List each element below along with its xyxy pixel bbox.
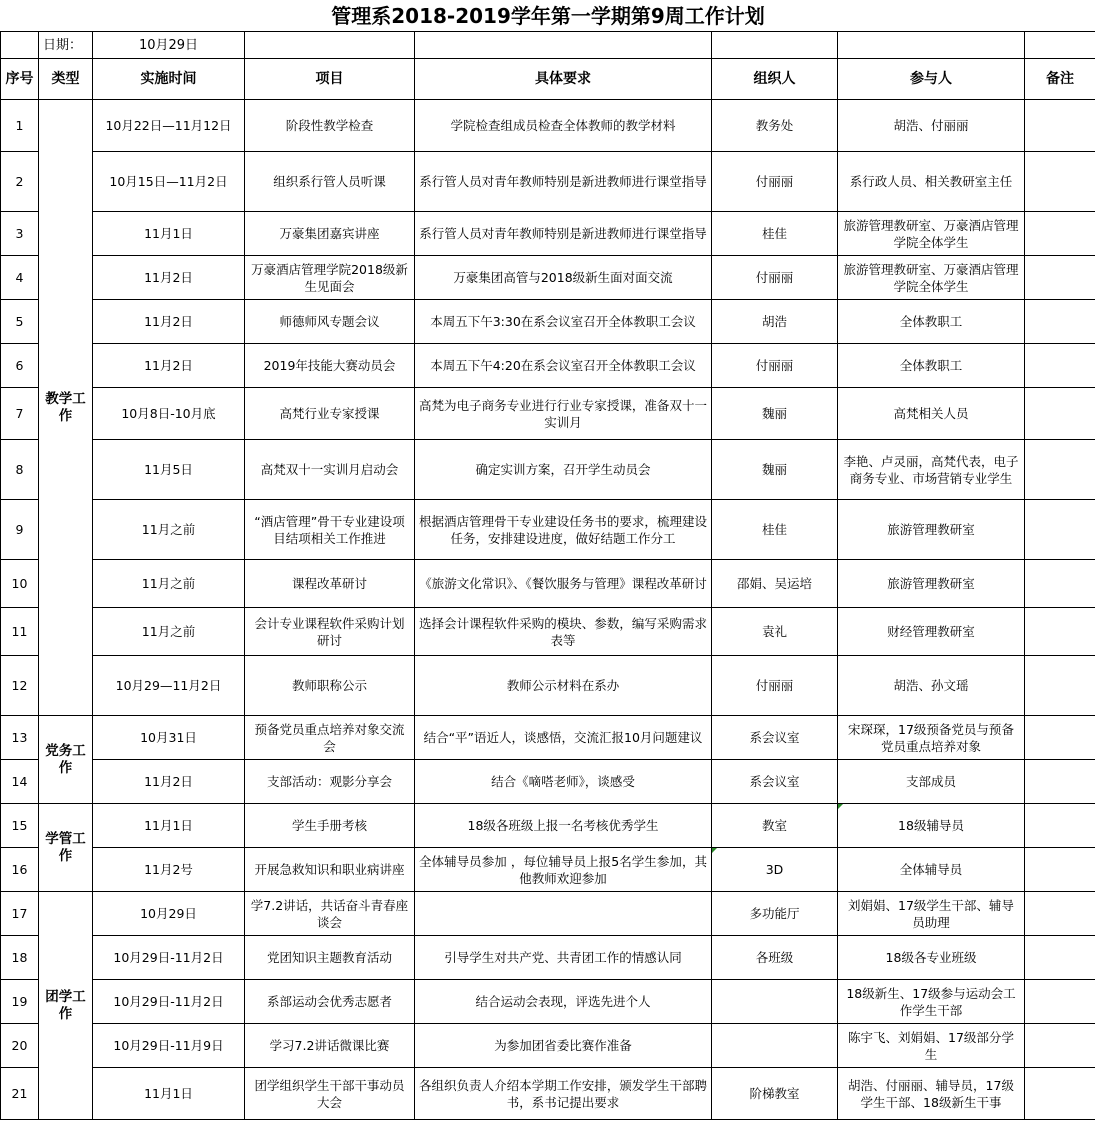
cell-index[interactable]: 11 <box>1 608 39 656</box>
cell-participants[interactable]: 全体辅导员 <box>838 848 1025 892</box>
cell-remarks[interactable] <box>1025 1024 1095 1068</box>
cell-item[interactable]: 会计专业课程软件采购计划研讨 <box>245 608 415 656</box>
cell-requirement[interactable]: 为参加团省委比赛作准备 <box>415 1024 712 1068</box>
cell-remarks[interactable] <box>1025 256 1095 300</box>
cell-remarks[interactable] <box>1025 656 1095 716</box>
cell-organizer[interactable]: 桂佳 <box>712 212 838 256</box>
cell-participants[interactable]: 18级新生、17级参与运动会工作学生干部 <box>838 980 1025 1024</box>
cell-index[interactable]: 16 <box>1 848 39 892</box>
cell-participants[interactable]: 宋琛琛，17级预备党员与预备党员重点培养对象 <box>838 716 1025 760</box>
cell-remarks[interactable] <box>1025 500 1095 560</box>
table-row <box>1 100 1095 152</box>
cell-requirement[interactable] <box>415 892 712 936</box>
cell-index[interactable]: 3 <box>1 212 39 256</box>
cell-remarks[interactable] <box>1025 212 1095 256</box>
cell-time[interactable]: 11月1日 <box>93 804 245 848</box>
cell-requirement[interactable]: 系行管人员对青年教师特别是新进教师进行课堂指导 <box>415 152 712 212</box>
cell-time[interactable]: 10月15日—11月2日 <box>93 152 245 212</box>
cell-participants[interactable]: 全体教职工 <box>838 300 1025 344</box>
table-row <box>1 152 1095 212</box>
header-participants: 参与人 <box>838 59 1025 100</box>
cell-time[interactable]: 11月2日 <box>93 344 245 388</box>
cell-remarks[interactable] <box>1025 100 1095 152</box>
cell-time[interactable]: 11月之前 <box>93 560 245 608</box>
cell-time[interactable]: 11月1日 <box>93 212 245 256</box>
cell-item[interactable]: 支部活动：观影分享会 <box>245 760 415 804</box>
cell-remarks[interactable] <box>1025 716 1095 760</box>
cell-item[interactable]: 学生手册考核 <box>245 804 415 848</box>
cell-requirement[interactable]: 《旅游文化常识》、《餐饮服务与管理》课程改革研讨 <box>415 560 712 608</box>
cell-requirement[interactable]: 系行管人员对青年教师特别是新进教师进行课堂指导 <box>415 212 712 256</box>
cell-requirement[interactable]: 教师公示材料在系办 <box>415 656 712 716</box>
cell-remarks[interactable] <box>1025 300 1095 344</box>
cell-participants[interactable]: 胡浩、付丽丽 <box>838 100 1025 152</box>
cell-item[interactable]: 课程改革研讨 <box>245 560 415 608</box>
cell-participants[interactable]: 胡浩、付丽丽、辅导员，17级学生干部、18级新生干事 <box>838 1068 1025 1120</box>
cell-participants[interactable]: 高梵相关人员 <box>838 388 1025 440</box>
cell-organizer[interactable]: 阶梯教室 <box>712 1068 838 1120</box>
table-row <box>1 500 1095 560</box>
empty-cell[interactable] <box>1025 32 1095 59</box>
cell-organizer[interactable]: 系会议室 <box>712 716 838 760</box>
cell-requirement[interactable]: 本周五下午3:30在系会议室召开全体教职工会议 <box>415 300 712 344</box>
cell-organizer[interactable] <box>712 1024 838 1068</box>
cell-item[interactable]: 2019年技能大赛动员会 <box>245 344 415 388</box>
cell-remarks[interactable] <box>1025 344 1095 388</box>
cell-organizer[interactable] <box>712 980 838 1024</box>
header-organizer: 组织人 <box>712 59 838 100</box>
cell-index[interactable]: 15 <box>1 804 39 848</box>
date-value[interactable]: 10月29日 <box>93 32 245 59</box>
cell-item[interactable]: 万豪集团嘉宾讲座 <box>245 212 415 256</box>
table-row <box>1 256 1095 300</box>
table-row <box>1 892 1095 936</box>
empty-cell[interactable] <box>838 32 1025 59</box>
cell-category[interactable]: 党务工作 <box>39 716 93 804</box>
cell-organizer[interactable]: 胡浩 <box>712 300 838 344</box>
cell-organizer[interactable]: 教务处 <box>712 100 838 152</box>
cell-item[interactable]: 开展急救知识和职业病讲座 <box>245 848 415 892</box>
cell-time[interactable]: 11月之前 <box>93 608 245 656</box>
cell-organizer[interactable]: 多功能厅 <box>712 892 838 936</box>
cell-requirement[interactable]: 引导学生对共产党、共青团工作的情感认同 <box>415 936 712 980</box>
cell-requirement[interactable]: 本周五下午4:20在系会议室召开全体教职工会议 <box>415 344 712 388</box>
table-row <box>1 1068 1095 1120</box>
cell-item[interactable]: 万豪酒店管理学院2018级新生见面会 <box>245 256 415 300</box>
cell-organizer[interactable]: 魏丽 <box>712 388 838 440</box>
table-row <box>1 760 1095 804</box>
cell-time[interactable]: 11月2日 <box>93 256 245 300</box>
cell-index[interactable]: 2 <box>1 152 39 212</box>
cell-organizer[interactable]: 付丽丽 <box>712 256 838 300</box>
cell-time[interactable]: 10月8日-10月底 <box>93 388 245 440</box>
cell-category[interactable]: 学管工作 <box>39 804 93 892</box>
cell-index[interactable]: 8 <box>1 440 39 500</box>
cell-organizer[interactable]: 桂佳 <box>712 500 838 560</box>
cell-requirement[interactable]: 18级各班级上报一名考核优秀学生 <box>415 804 712 848</box>
table-row <box>1 980 1095 1024</box>
cell-item[interactable]: 组织系行管人员听课 <box>245 152 415 212</box>
cell-item[interactable]: 学习7.2讲话微课比赛 <box>245 1024 415 1068</box>
cell-time[interactable]: 10月29日 <box>93 892 245 936</box>
sheet-title: 管理系2018-2019学年第一学期第9周工作计划 <box>1 0 1095 32</box>
cell-participants[interactable]: 支部成员 <box>838 760 1025 804</box>
header-index: 序号 <box>1 59 39 100</box>
cell-category[interactable]: 教学工作 <box>39 100 93 716</box>
cell-item[interactable]: 团学组织学生干部干事动员大会 <box>245 1068 415 1120</box>
cell-time[interactable]: 11月2日 <box>93 300 245 344</box>
cell-requirement[interactable]: 各组织负责人介绍本学期工作安排，颁发学生干部聘书，系书记提出要求 <box>415 1068 712 1120</box>
cell-time[interactable]: 11月2日 <box>93 760 245 804</box>
table-row <box>1 656 1095 716</box>
empty-cell[interactable] <box>712 32 838 59</box>
table-row <box>1 300 1095 344</box>
cell-index[interactable]: 17 <box>1 892 39 936</box>
cell-index[interactable]: 10 <box>1 560 39 608</box>
cell-organizer[interactable]: 魏丽 <box>712 440 838 500</box>
date-label[interactable]: 日期： <box>39 32 93 59</box>
cell-organizer[interactable]: 系会议室 <box>712 760 838 804</box>
cell-index[interactable]: 6 <box>1 344 39 388</box>
cell-item[interactable]: 系部运动会优秀志愿者 <box>245 980 415 1024</box>
table-row <box>1 560 1095 608</box>
cell-item[interactable]: 党团知识主题教育活动 <box>245 936 415 980</box>
cell-item[interactable]: 学7.2讲话，共话奋斗青春座谈会 <box>245 892 415 936</box>
cell-time[interactable]: 10月29日-11月9日 <box>93 1024 245 1068</box>
cell-requirement[interactable]: 全体辅导员参加 ，每位辅导员上报5名学生参加，其他教师欢迎参加 <box>415 848 712 892</box>
cell-index[interactable]: 18 <box>1 936 39 980</box>
cell-index[interactable]: 5 <box>1 300 39 344</box>
header-item: 项目 <box>245 59 415 100</box>
cell-remarks[interactable] <box>1025 1068 1095 1120</box>
cell-requirement[interactable]: 确定实训方案，召开学生动员会 <box>415 440 712 500</box>
header-time: 实施时间 <box>93 59 245 100</box>
table-row <box>1 848 1095 892</box>
cell-item[interactable]: 教师职称公示 <box>245 656 415 716</box>
cell-item[interactable]: 预备党员重点培养对象交流会 <box>245 716 415 760</box>
table-row <box>1 212 1095 256</box>
table-row <box>1 608 1095 656</box>
cell-requirement[interactable]: 结合“平”语近人，谈感悟，交流汇报10月问题建议 <box>415 716 712 760</box>
cell-index[interactable]: 7 <box>1 388 39 440</box>
cell-requirement[interactable]: 根据酒店管理骨干专业建设任务书的要求，梳理建设任务，安排建设进度，做好结题工作分工 <box>415 500 712 560</box>
cell-participants[interactable]: 旅游管理教研室、万豪酒店管理学院全体学生 <box>838 212 1025 256</box>
cell-requirement[interactable]: 高梵为电子商务专业进行行业专家授课，准备双十一实训月 <box>415 388 712 440</box>
cell-remarks[interactable] <box>1025 760 1095 804</box>
cell-index[interactable]: 1 <box>1 100 39 152</box>
cell-requirement[interactable]: 结合《嘀嗒老师》，谈感受 <box>415 760 712 804</box>
cell-time[interactable]: 11月2号 <box>93 848 245 892</box>
cell-time[interactable]: 11月1日 <box>93 1068 245 1120</box>
header-remarks: 备注 <box>1025 59 1095 100</box>
cell-participants[interactable]: 财经管理教研室 <box>838 608 1025 656</box>
cell-item[interactable]: 高梵行业专家授课 <box>245 388 415 440</box>
cell-remarks[interactable] <box>1025 936 1095 980</box>
cell-item[interactable]: 阶段性教学检查 <box>245 100 415 152</box>
cell-organizer[interactable]: 付丽丽 <box>712 344 838 388</box>
empty-cell[interactable] <box>1 32 39 59</box>
cell-index[interactable]: 13 <box>1 716 39 760</box>
cell-requirement[interactable]: 学院检查组成员检查全体教师的教学材料 <box>415 100 712 152</box>
header-type: 类型 <box>39 59 93 100</box>
cell-item[interactable]: “酒店管理”骨干专业建设项目结项相关工作推进 <box>245 500 415 560</box>
cell-requirement[interactable]: 万豪集团高管与2018级新生面对面交流 <box>415 256 712 300</box>
cell-remarks[interactable] <box>1025 560 1095 608</box>
cell-index[interactable]: 20 <box>1 1024 39 1068</box>
cell-item[interactable]: 高梵双十一实训月启动会 <box>245 440 415 500</box>
cell-participants[interactable]: 刘娟娟、17级学生干部、辅导员助理 <box>838 892 1025 936</box>
cell-remarks[interactable] <box>1025 804 1095 848</box>
cell-time[interactable]: 11月5日 <box>93 440 245 500</box>
cell-remarks[interactable] <box>1025 848 1095 892</box>
empty-cell[interactable] <box>415 32 712 59</box>
cell-participants[interactable]: 旅游管理教研室 <box>838 500 1025 560</box>
cell-organizer[interactable]: 袁礼 <box>712 608 838 656</box>
cell-index[interactable]: 21 <box>1 1068 39 1120</box>
cell-index[interactable]: 9 <box>1 500 39 560</box>
empty-cell[interactable] <box>245 32 415 59</box>
cell-participants[interactable]: 李艳、卢灵丽，高梵代表，电子商务专业、市场营销专业学生 <box>838 440 1025 500</box>
table-row <box>1 344 1095 388</box>
cell-time[interactable]: 10月29—11月2日 <box>93 656 245 716</box>
cell-participants[interactable]: 18级辅导员 <box>838 804 1025 848</box>
cell-participants[interactable]: 胡浩、孙文瑶 <box>838 656 1025 716</box>
cell-organizer[interactable]: 各班级 <box>712 936 838 980</box>
cell-remarks[interactable] <box>1025 152 1095 212</box>
table-row <box>1 388 1095 440</box>
cell-organizer[interactable]: 付丽丽 <box>712 656 838 716</box>
cell-index[interactable]: 19 <box>1 980 39 1024</box>
cell-requirement[interactable]: 选择会计课程软件采购的模块、参数，编写采购需求表等 <box>415 608 712 656</box>
cell-organizer[interactable]: 教室 <box>712 804 838 848</box>
header-requirement: 具体要求 <box>415 59 712 100</box>
cell-organizer[interactable]: 邵娟、吴运培 <box>712 560 838 608</box>
cell-participants[interactable]: 陈宇飞、刘娟娟、17级部分学生 <box>838 1024 1025 1068</box>
cell-remarks[interactable] <box>1025 892 1095 936</box>
cell-remarks[interactable] <box>1025 980 1095 1024</box>
cell-index[interactable]: 4 <box>1 256 39 300</box>
cell-remarks[interactable] <box>1025 608 1095 656</box>
table-row <box>1 716 1095 760</box>
cell-organizer[interactable]: 付丽丽 <box>712 152 838 212</box>
cell-participants[interactable]: 旅游管理教研室、万豪酒店管理学院全体学生 <box>838 256 1025 300</box>
table-row <box>1 936 1095 980</box>
cell-participants[interactable]: 系行政人员、相关教研室主任 <box>838 152 1025 212</box>
cell-remarks[interactable] <box>1025 388 1095 440</box>
cell-organizer[interactable]: 3D <box>712 848 838 892</box>
table-row <box>1 804 1095 848</box>
cell-index[interactable]: 12 <box>1 656 39 716</box>
cell-item[interactable]: 师德师风专题会议 <box>245 300 415 344</box>
cell-category[interactable]: 团学工作 <box>39 892 93 1120</box>
cell-index[interactable]: 14 <box>1 760 39 804</box>
cell-time[interactable]: 10月22日—11月12日 <box>93 100 245 152</box>
cell-participants[interactable]: 旅游管理教研室 <box>838 560 1025 608</box>
cell-remarks[interactable] <box>1025 440 1095 500</box>
cell-time[interactable]: 10月29日-11月2日 <box>93 936 245 980</box>
cell-participants[interactable]: 18级各专业班级 <box>838 936 1025 980</box>
cell-participants[interactable]: 全体教职工 <box>838 344 1025 388</box>
cell-time[interactable]: 10月31日 <box>93 716 245 760</box>
cell-time[interactable]: 10月29日-11月2日 <box>93 980 245 1024</box>
cell-requirement[interactable]: 结合运动会表现，评选先进个人 <box>415 980 712 1024</box>
cell-time[interactable]: 11月之前 <box>93 500 245 560</box>
table-row <box>1 1024 1095 1068</box>
table-row <box>1 440 1095 500</box>
